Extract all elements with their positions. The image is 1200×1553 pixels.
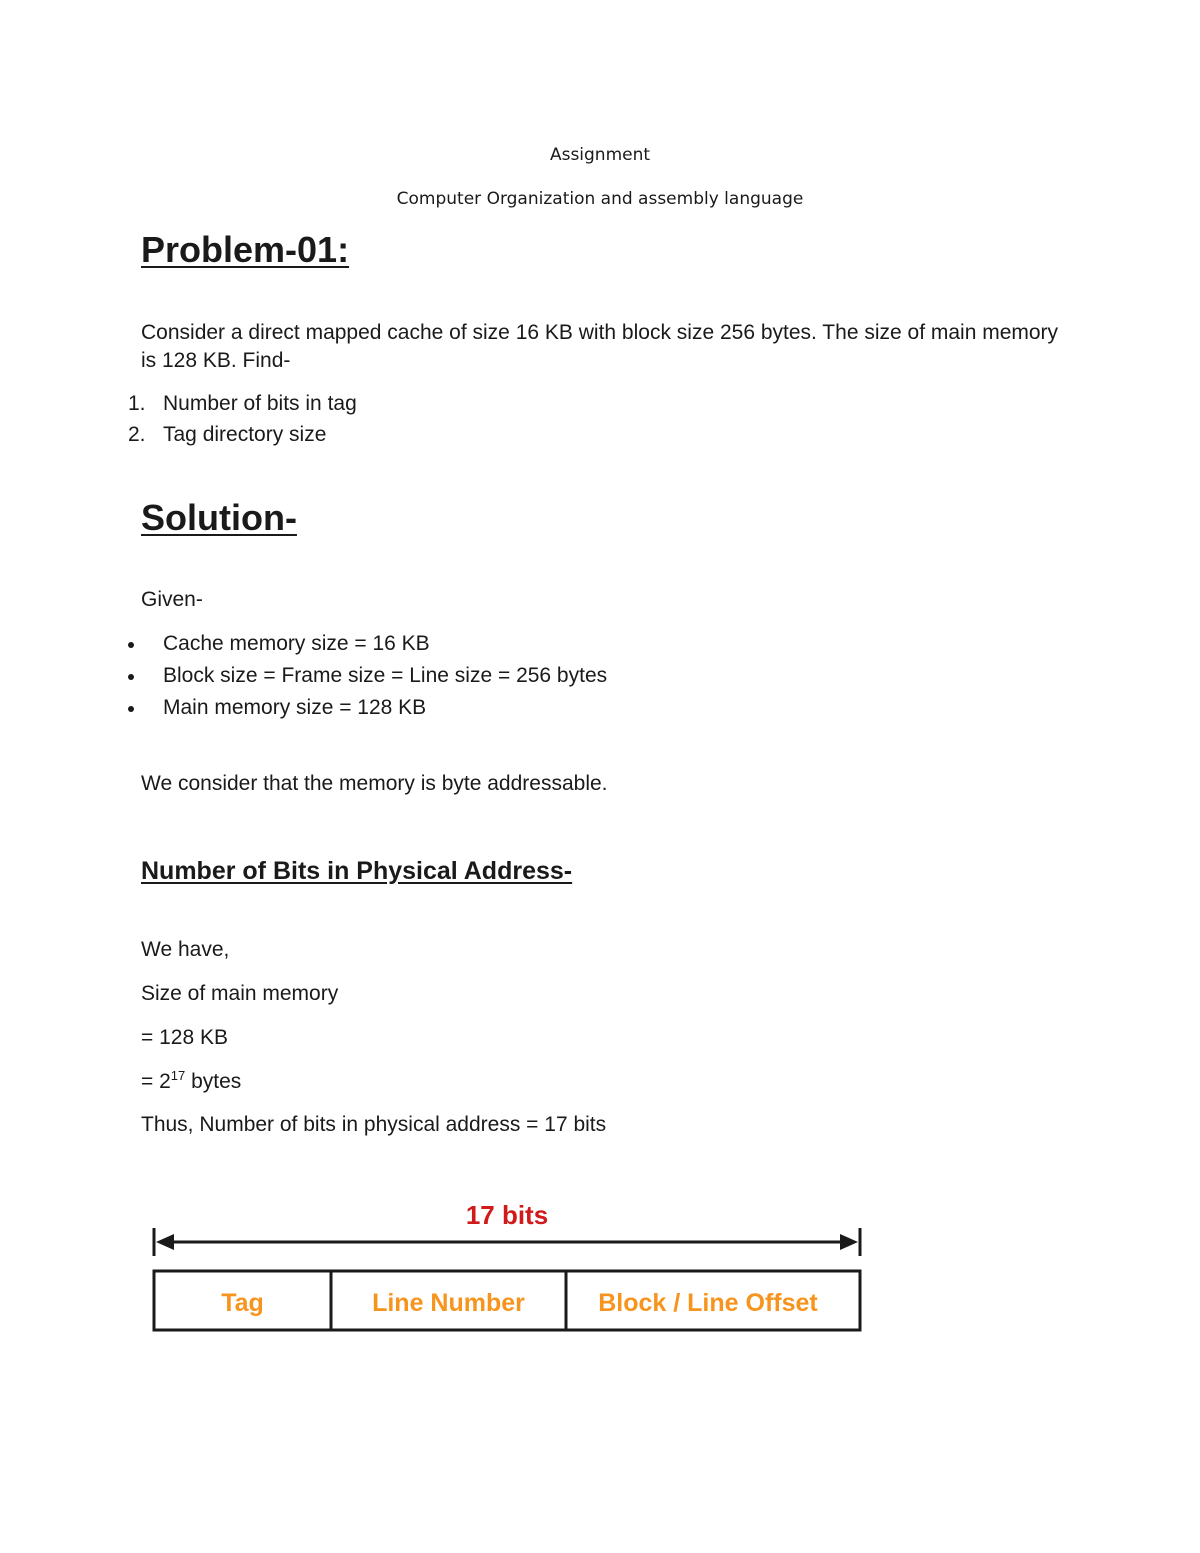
eq2-prefix: = 2 [141,1070,171,1093]
bullet-icon [128,706,134,712]
equation-line-2 [141,1068,241,1096]
arrow-left-head [156,1234,174,1250]
problem-statement: Consider a direct mapped cache of size 16 KB with block size 256 bytes. The size of main memory is 128 KB. Find- [141,321,1059,372]
field-block-offset: Block / Line Offset [598,1289,818,1317]
document-subtitle: Computer Organization and assembly language [396,189,804,209]
we-have-text: We have, [141,938,230,961]
list-item [0,662,1100,694]
field-tag: Tag [221,1289,264,1317]
list-item [0,630,1100,662]
assumption-text: We consider that the memory is byte addressable. [141,772,608,795]
bullet-icon [128,642,134,648]
address-diagram [0,1195,1200,1345]
arrow-right-head [840,1234,858,1250]
list-marker: 2. [128,423,146,446]
eq2-exponent: 17 [170,1068,186,1083]
bullet-icon [128,674,134,680]
given-list [0,630,1100,726]
question-text: Tag directory size [163,423,327,446]
list-item [0,694,1100,726]
list-item [0,390,1100,421]
question-list [0,390,1100,452]
given-item-text: Main memory size = 128 KB [163,696,427,719]
question-text: Number of bits in tag [163,392,357,415]
span-label: 17 bits [465,1200,549,1230]
given-item-text: Cache memory size = 16 KB [163,632,430,655]
document-title: Assignment [549,145,651,165]
conclusion-text: Thus, Number of bits in physical address = 17 bits [141,1113,607,1136]
list-item [0,421,1100,452]
given-label: Given- [141,588,203,611]
field-line-number: Line Number [372,1289,525,1317]
problem-heading: Problem-01: [141,229,350,270]
list-marker: 1. [128,392,146,415]
eq2-suffix: bytes [185,1070,242,1093]
equation-line-1: = 128 KB [141,1026,228,1049]
physical-address-heading: Number of Bits in Physical Address- [141,857,573,885]
diagram-lines [0,1195,1200,1345]
solution-heading: Solution- [141,497,297,538]
given-item-text: Block size = Frame size = Line size = 256 bytes [163,664,608,687]
size-label: Size of main memory [141,982,339,1005]
